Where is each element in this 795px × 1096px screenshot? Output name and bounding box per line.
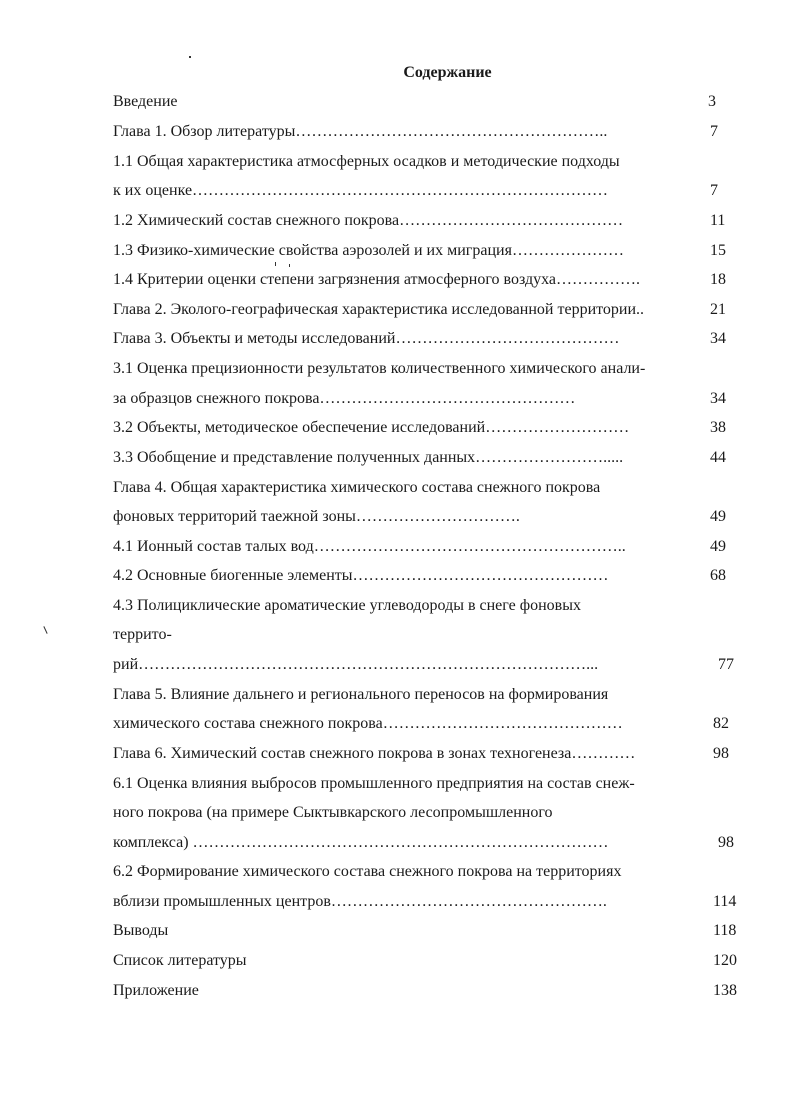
toc-entry-text: 6.1 Оценка влияния выбросов промышленного предприятия на состав снеж- bbox=[113, 775, 635, 792]
toc-entry-page: 21 bbox=[710, 301, 726, 318]
toc-entry-text: террито- bbox=[113, 626, 172, 643]
toc-entry-page: 49 bbox=[710, 538, 726, 555]
toc-entry-page: 49 bbox=[710, 508, 726, 525]
toc-entry-text: 4.1 Ионный состав талых вод………………………………………………….. bbox=[113, 538, 626, 555]
toc-entry-text: рий…………………………………………………………………………... bbox=[113, 656, 599, 673]
toc-entry-text: Выводы bbox=[113, 922, 169, 939]
toc-entry-page: 120 bbox=[713, 952, 737, 969]
toc-entry-text: 6.2 Формирование химического состава снежного покрова на территориях bbox=[113, 863, 622, 880]
toc-entry-text: Глава 5. Влияние дальнего и регионального переносов на формирования bbox=[113, 686, 609, 703]
toc-entry-text: 3.2 Объекты, методическое обеспечение исследований……………………… bbox=[113, 419, 630, 436]
toc-entry-text: 4.2 Основные биогенные элементы………………………………………… bbox=[113, 567, 609, 584]
toc-entry-text: ного покрова (на примере Сыктывкарского лесопромышленного bbox=[113, 804, 553, 821]
toc-entry-text: Глава 3. Объекты и методы исследований…………………………………… bbox=[113, 330, 620, 347]
toc-entry-text: 1.1 Общая характеристика атмосферных осадков и методические подходы bbox=[113, 153, 620, 170]
toc-entry-text: 4.3 Полициклические ароматические углеводороды в снеге фоновых bbox=[113, 597, 581, 614]
scan-speck bbox=[275, 262, 276, 266]
toc-entry-text: фоновых территорий таежной зоны…………………………. bbox=[113, 508, 520, 525]
toc-entry-page: 3 bbox=[708, 93, 716, 110]
toc-entry-page: 118 bbox=[713, 922, 737, 939]
toc-entry-text: вблизи промышленных центров……………………………………………. bbox=[113, 893, 607, 910]
toc-entry-text: 3.1 Оценка прецизионности результатов количественного химического анали- bbox=[113, 360, 646, 377]
toc-entry-page: 7 bbox=[710, 123, 718, 140]
toc-entry-page: 98 bbox=[713, 745, 729, 762]
toc-entry-page: 77 bbox=[718, 656, 734, 673]
toc-entry-text: 1.3 Физико-химические свойства аэрозолей и их миграция………………… bbox=[113, 242, 624, 259]
toc-entry-page: 34 bbox=[710, 390, 726, 407]
toc-entry-text: Глава 2. Эколого-географическая характеристика исследованной территории.. bbox=[113, 301, 645, 318]
scan-speck bbox=[289, 264, 290, 267]
toc-entry-page: 68 bbox=[710, 567, 726, 584]
toc-entry-page: 11 bbox=[710, 212, 726, 229]
toc-entry-page: 98 bbox=[718, 834, 734, 851]
toc-entry-text: Приложение bbox=[113, 982, 199, 999]
toc-entry-text: Список литературы bbox=[113, 952, 247, 969]
toc-entry-text: к их оценке…………………………………………………………………… bbox=[113, 182, 609, 199]
toc-entry-text: Введение bbox=[113, 93, 178, 110]
toc-entry-text: Глава 4. Общая характеристика химического состава снежного покрова bbox=[113, 479, 601, 496]
toc-entry-page: 82 bbox=[713, 715, 729, 732]
toc-entry-text: за образцов снежного покрова………………………………………… bbox=[113, 390, 576, 407]
scan-speck bbox=[43, 626, 47, 634]
toc-entry-text: Глава 6. Химический состав снежного покрова в зонах техногенеза………… bbox=[113, 745, 636, 762]
toc-entry-page: 44 bbox=[710, 449, 726, 466]
toc-entry-page: 7 bbox=[710, 182, 718, 199]
scan-speck bbox=[189, 56, 191, 58]
toc-entry-text: химического состава снежного покрова……………………………………… bbox=[113, 715, 623, 732]
toc-entry-text: комплекса) …………………………………………………………………… bbox=[113, 834, 609, 851]
page-title: Содержание bbox=[403, 64, 492, 81]
toc-entry-page: 138 bbox=[713, 982, 737, 999]
toc-entry-page: 34 bbox=[710, 330, 726, 347]
toc-entry-text: 1.2 Химический состав снежного покрова…………………………………… bbox=[113, 212, 624, 229]
toc-entry-text: 1.4 Критерии оценки степени загрязнения атмосферного воздуха……………. bbox=[113, 271, 641, 288]
toc-entry-page: 114 bbox=[713, 893, 737, 910]
toc-entry-page: 18 bbox=[710, 271, 726, 288]
toc-entry-page: 38 bbox=[710, 419, 726, 436]
toc-entry-text: 3.3 Обобщение и представление полученных данных……………………..... bbox=[113, 449, 624, 466]
toc-entry-page: 15 bbox=[710, 242, 726, 259]
toc-entry-text: Глава 1. Обзор литературы………………………………………………….. bbox=[113, 123, 608, 140]
